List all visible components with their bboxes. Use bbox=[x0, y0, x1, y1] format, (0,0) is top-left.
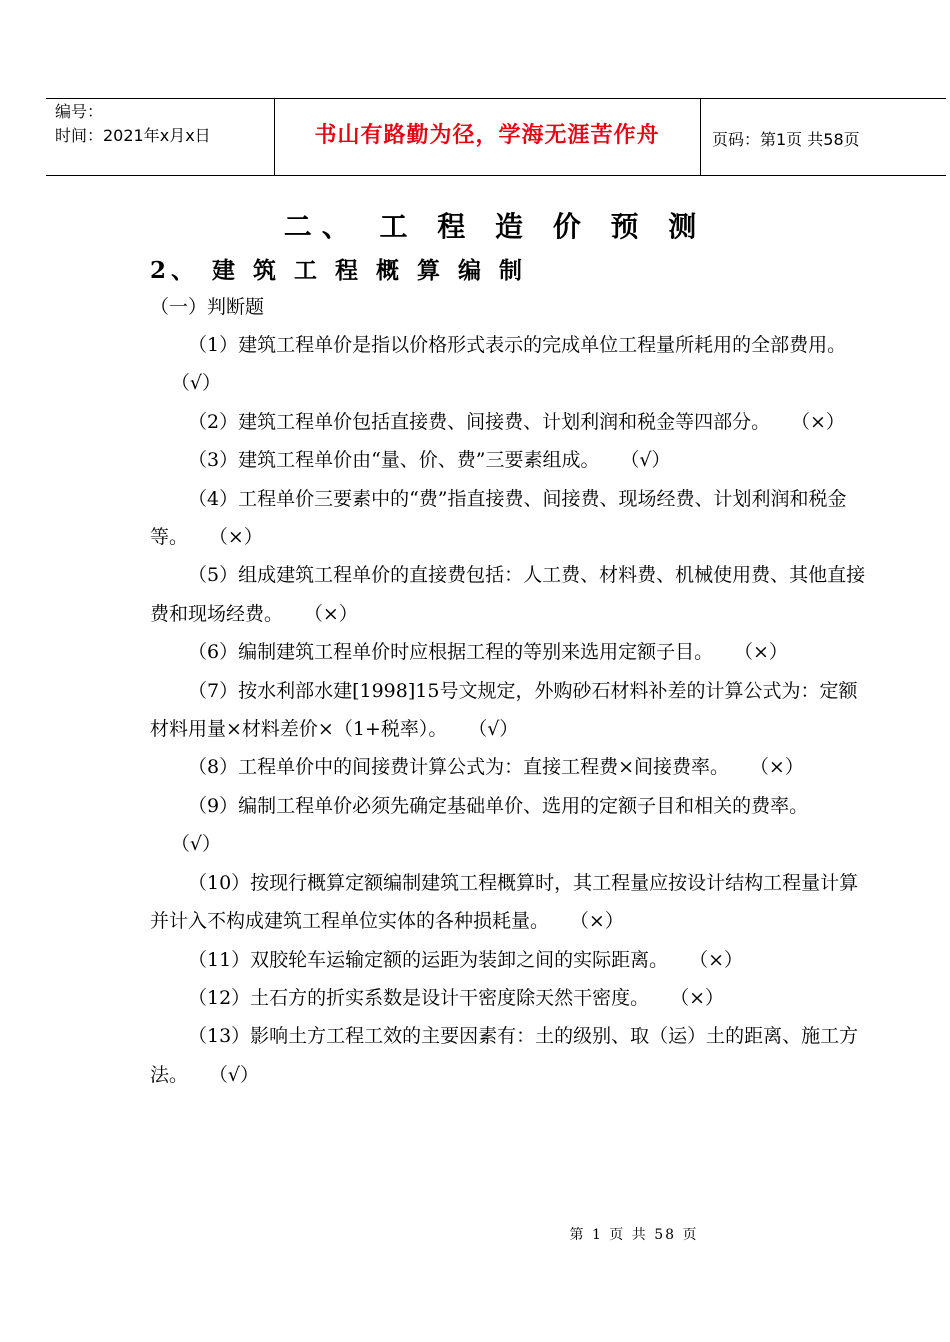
question-text: （13）影响土方工程工效的主要因素有：土的级别、取（运）土的距离、施工方法。 bbox=[150, 1025, 859, 1086]
question-item bbox=[150, 441, 870, 479]
header-bottom-rule bbox=[46, 175, 946, 176]
question-text: （8）工程单价中的间接费计算公式为：直接工程费×间接费率。 bbox=[188, 756, 730, 779]
question-item bbox=[150, 480, 870, 557]
question-text: （10）按现行概算定额编制建筑工程概算时，其工程量应按设计结构工程量计算并计入不构成建筑工程单位实体的各种损耗量。 bbox=[150, 871, 859, 933]
question-text: （6）编制建筑工程单价时应根据工程的等别来选用定额子目。 bbox=[188, 641, 714, 664]
answer-mark: （×） bbox=[313, 602, 358, 625]
header-top-rule bbox=[46, 98, 946, 99]
answer-mark: （×） bbox=[759, 756, 804, 779]
page-footer: 第 1 页 共 58 页 bbox=[569, 1227, 699, 1243]
question-text: （3）建筑工程单价由“量、价、费”三要素组成。 bbox=[188, 449, 600, 472]
question-item bbox=[150, 326, 870, 403]
answer-mark: （√） bbox=[180, 372, 221, 395]
header-divider-right bbox=[700, 98, 701, 176]
header-motto: 书山有路勤为径，学海无涯苦作舟 bbox=[314, 123, 660, 148]
section-subtitle: 2、 建 筑 工 程 概 算 编 制 bbox=[150, 257, 528, 284]
question-text: （4）工程单价三要素中的“费”指直接费、间接费、现场经费、计划利润和税金等。 bbox=[150, 487, 847, 549]
answer-mark: （×） bbox=[743, 641, 788, 664]
question-item bbox=[150, 864, 870, 941]
question-item bbox=[150, 633, 870, 671]
question-item bbox=[150, 748, 870, 786]
question-item bbox=[150, 1017, 870, 1094]
page-title: 二、 工 程 造 价 预 测 bbox=[283, 210, 707, 243]
question-item bbox=[150, 979, 870, 1017]
answer-mark: （√） bbox=[218, 1063, 260, 1086]
header-number-label: 编号： bbox=[55, 102, 104, 121]
question-text: （12）土石方的折实系数是设计干密度除天然干密度。 bbox=[188, 986, 650, 1009]
question-item bbox=[150, 556, 870, 633]
question-text: （11）双胶轮车运输定额的运距为装卸之间的实际距离。 bbox=[188, 948, 669, 971]
question-text: （7）按水利部水建[1998]15号文规定，外购砂石材料补差的计算公式为：定额材料用量×材料差价×（1+税率）。 bbox=[150, 679, 858, 741]
answer-mark: （×） bbox=[698, 948, 743, 971]
question-text: （2）建筑工程单价包括直接费、间接费、计划利润和税金等四部分。 bbox=[188, 410, 771, 433]
answer-mark: （√） bbox=[629, 449, 671, 472]
question-text: （5）组成建筑工程单价的直接费包括：人工费、材料费、机械使用费、其他直接费和现场经费。 bbox=[150, 564, 866, 625]
answer-mark: （×） bbox=[800, 410, 845, 433]
question-text: （9）编制工程单价必须先确定基础单价、选用的定额子目和相关的费率。 bbox=[188, 794, 809, 817]
question-item bbox=[150, 787, 870, 864]
answer-mark: （√） bbox=[477, 718, 519, 741]
question-list bbox=[150, 326, 870, 1094]
question-item bbox=[150, 403, 870, 441]
question-item bbox=[150, 672, 870, 749]
header-page-info: 页码：第1页 共58页 bbox=[712, 130, 860, 149]
answer-mark: （×） bbox=[579, 910, 624, 933]
answer-mark: （×） bbox=[218, 526, 263, 549]
question-text: （1）建筑工程单价是指以价格形式表示的完成单位工程量所耗用的全部费用。 bbox=[188, 334, 847, 356]
answer-mark: （√） bbox=[180, 833, 221, 856]
question-type-heading: （一）判断题 bbox=[150, 296, 265, 318]
answer-mark: （×） bbox=[679, 986, 724, 1009]
question-item bbox=[150, 941, 870, 979]
header-divider-left bbox=[274, 98, 275, 176]
header-time-label: 时间：2021年x月x日 bbox=[55, 126, 211, 145]
header-meta bbox=[55, 100, 270, 148]
